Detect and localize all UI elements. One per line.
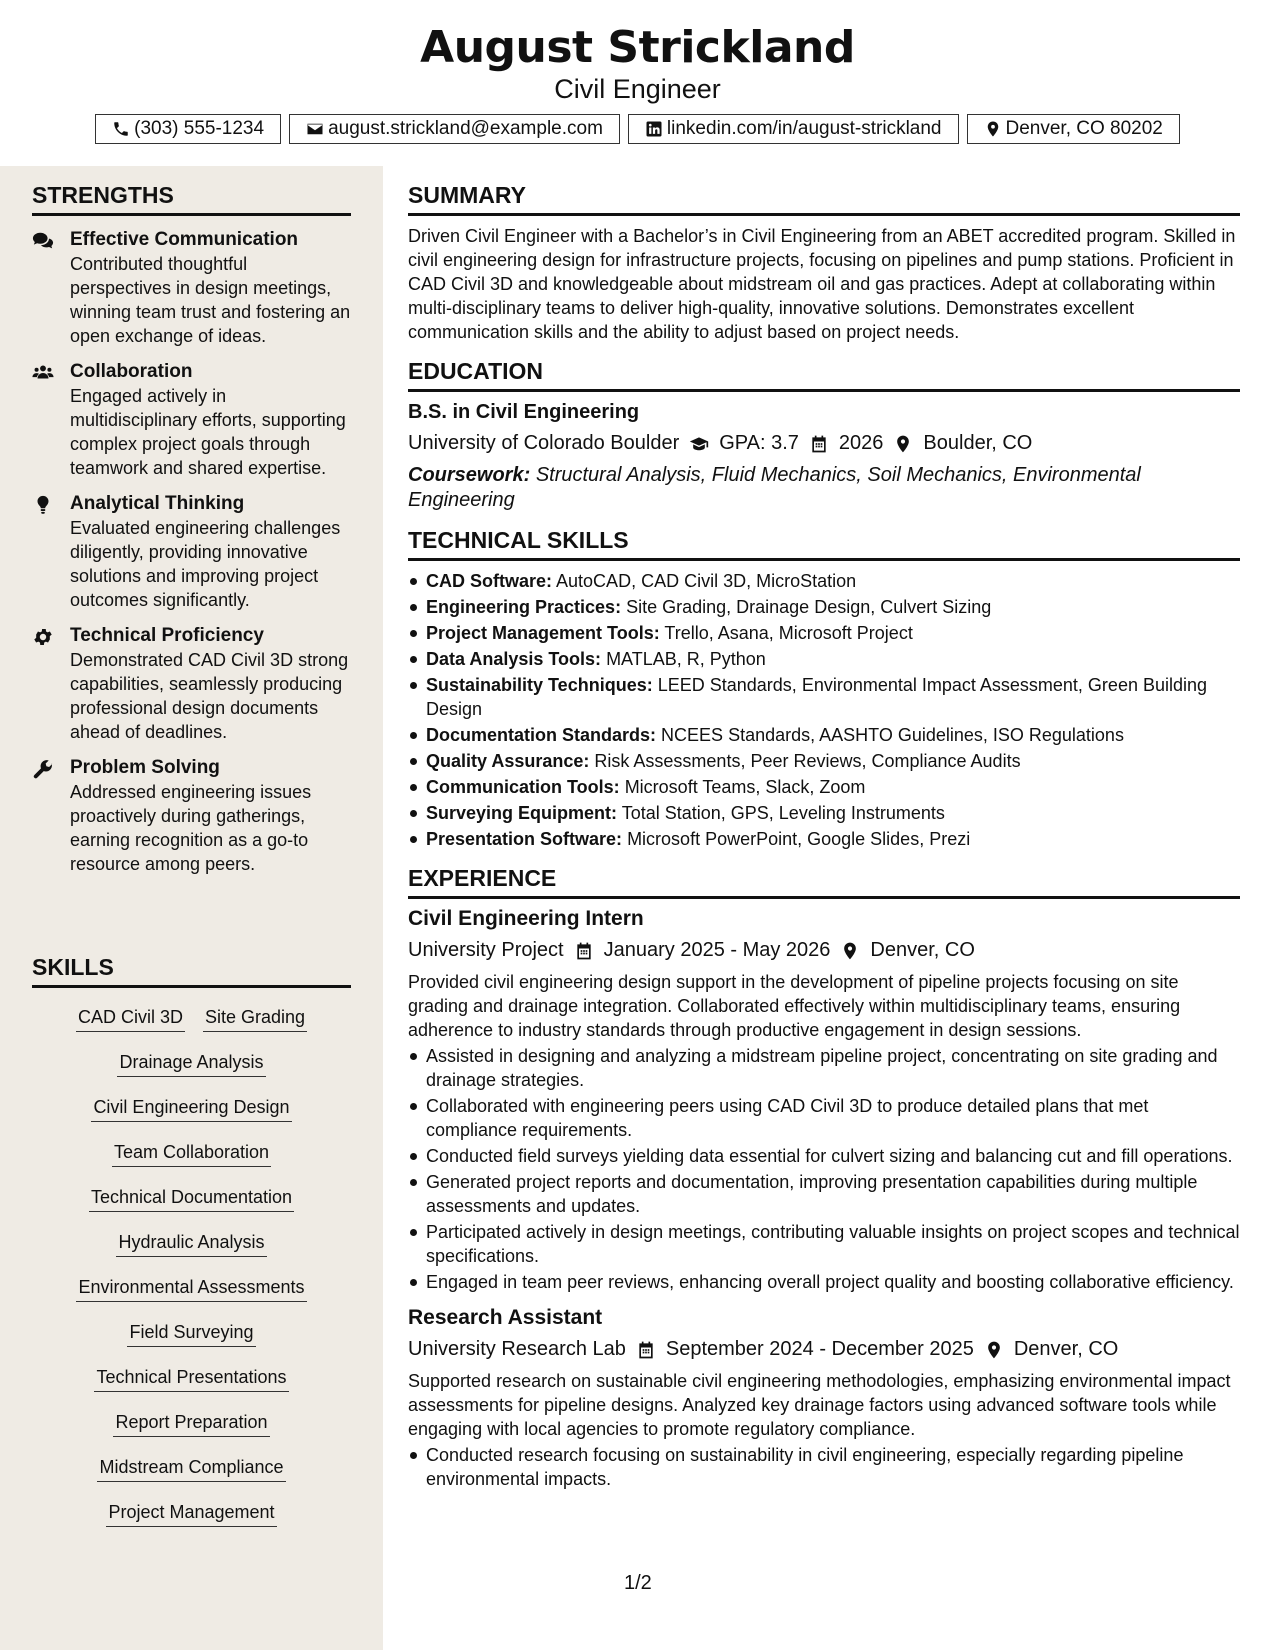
- strength-item: [32, 756, 351, 876]
- skill-values: Risk Assessments, Peer Reviews, Compliance Audits: [594, 751, 1021, 771]
- coursework-list: Structural Analysis, Fluid Mechanics, Soil Mechanics, Environmental Engineering: [408, 464, 1141, 511]
- calendar-icon: [574, 941, 594, 961]
- skill-tag: Project Management: [106, 1499, 276, 1527]
- skill-tag: Drainage Analysis: [117, 1049, 265, 1077]
- list-item: Assisted in designing and analyzing a midstream pipeline project, concentrating on site grading and drainage strategies.: [408, 1044, 1240, 1092]
- skill-tag: Team Collaboration: [112, 1139, 271, 1167]
- skill-tag: Technical Documentation: [89, 1184, 294, 1212]
- skill-tag: Technical Presentations: [94, 1364, 288, 1392]
- envelope-icon: [306, 120, 324, 138]
- main-column: [408, 166, 1240, 1493]
- contact-location: [967, 114, 1180, 144]
- technical-skills-list: [408, 569, 1240, 851]
- job-bullets: [408, 1443, 1240, 1491]
- strength-name: Technical Proficiency: [70, 625, 264, 646]
- job-summary: Supported research on sustainable civil engineering methodologies, emphasizing environmental impact assessments for pipeline designs. Analyzed key drainage factors using advanced software tools while engaging with local agencies to promote regulatory compliance.: [408, 1371, 1231, 1439]
- skill-values: MATLAB, R, Python: [606, 649, 766, 669]
- skill-values: LEED Standards, Environmental Impact Assessment, Green Building Design: [426, 675, 1208, 719]
- skill-values: Microsoft PowerPoint, Google Slides, Prezi: [627, 829, 971, 849]
- skill-tag-list: [32, 988, 351, 1544]
- linkedin-icon: [645, 120, 663, 138]
- job-summary: Provided civil engineering design support in the development of pipeline projects focusing on site grading and drainage integration. Collaborated effectively within multidisciplinary teams, ensuring adherence to industry standards through productive engagement in design sessions.: [408, 972, 1181, 1040]
- school-name: University of Colorado Boulder: [408, 432, 680, 454]
- skill-category: Presentation Software:: [426, 829, 623, 849]
- skill-values: AutoCAD, CAD Civil 3D, MicroStation: [556, 571, 857, 591]
- strengths-heading: STRENGTHS: [32, 182, 351, 216]
- technical-skills-section: [408, 527, 1240, 851]
- gpa: GPA: 3.7: [719, 432, 799, 454]
- strength-desc: Contributed thoughtful perspectives in design meetings, winning team trust and fostering an open exchange of ideas.: [70, 254, 351, 346]
- graduation-year: 2026: [838, 432, 884, 454]
- skill-category: Documentation Standards:: [426, 725, 657, 745]
- job-org: University Research Lab: [408, 1338, 626, 1360]
- map-marker-icon: [984, 120, 1002, 138]
- phone-text: (303) 555-1234: [134, 118, 265, 139]
- skill-category: Project Management Tools:: [426, 623, 660, 643]
- summary-text: Driven Civil Engineer with a Bachelor’s in Civil Engineering from an ABET accredited program. Skilled in civil engineering design for infrastructure projects, focusing on pipelines and pump stations. Proficient in CAD Civil 3D and knowledgeable about midstream oil and gas practices. Adept at collaborating within multi-disciplinary teams to deliver high-quality, innovative solutions. Demonstrates excellent communication skills and the ability to adjust based on project needs.: [408, 226, 1236, 342]
- skill-category: Data Analysis Tools:: [426, 649, 602, 669]
- strength-name: Collaboration: [70, 361, 193, 382]
- graduation-cap-icon: [689, 434, 709, 454]
- phone-icon: [112, 120, 130, 138]
- experience-heading: EXPERIENCE: [408, 865, 1240, 899]
- summary-heading: SUMMARY: [408, 182, 1240, 216]
- technical-skills-heading: TECHNICAL SKILLS: [408, 527, 1240, 561]
- skill-tag: Report Preparation: [113, 1409, 269, 1437]
- summary-section: [408, 182, 1240, 344]
- list-item: Conducted field surveys yielding data essential for culvert sizing and balancing cut and fill operations.: [408, 1144, 1240, 1168]
- list-item: [408, 673, 1240, 721]
- strength-item: [32, 360, 351, 480]
- skills-section: [32, 954, 351, 1544]
- job-meta: [408, 939, 1240, 962]
- gear-icon: [32, 626, 54, 648]
- list-item: [408, 569, 1240, 593]
- users-icon: [32, 362, 54, 384]
- sidebar: [0, 166, 383, 1650]
- strengths-section: [32, 182, 351, 876]
- map-marker-icon: [984, 1340, 1004, 1360]
- page-number: 1/2: [624, 1572, 652, 1594]
- strength-name: Analytical Thinking: [70, 493, 245, 514]
- map-marker-icon: [893, 434, 913, 454]
- list-item: Collaborated with engineering peers using CAD Civil 3D to produce detailed plans that met compliance requirements.: [408, 1094, 1240, 1142]
- list-item: [408, 621, 1240, 645]
- strength-desc: Evaluated engineering challenges diligently, providing innovative solutions and improving project outcomes significantly.: [70, 518, 341, 610]
- skill-tag: CAD Civil 3D: [76, 1004, 185, 1032]
- list-item: Participated actively in design meetings, contributing valuable insights on project scopes and technical specifications.: [408, 1220, 1240, 1268]
- coursework: [408, 463, 1240, 513]
- contact-phone[interactable]: [95, 114, 281, 144]
- coursework-label: Coursework:: [408, 464, 531, 486]
- skill-tag: Hydraulic Analysis: [116, 1229, 266, 1257]
- candidate-title: Civil Engineer: [554, 74, 721, 104]
- strength-item: [32, 228, 351, 348]
- list-item: [408, 775, 1240, 799]
- skill-values: Microsoft Teams, Slack, Zoom: [624, 777, 866, 797]
- skill-tag: Midstream Compliance: [97, 1454, 285, 1482]
- wrench-icon: [32, 758, 54, 780]
- job-entry: [408, 1306, 1240, 1491]
- skill-tag: Field Surveying: [127, 1319, 255, 1347]
- list-item: Conducted research focusing on sustainability in civil engineering, especially regarding pipeline environmental impacts.: [408, 1443, 1240, 1491]
- education-section: [408, 358, 1240, 513]
- skill-category: Sustainability Techniques:: [426, 675, 653, 695]
- skill-values: Trello, Asana, Microsoft Project: [664, 623, 913, 643]
- strength-item: [32, 624, 351, 744]
- skill-category: Quality Assurance:: [426, 751, 590, 771]
- map-marker-icon: [840, 941, 860, 961]
- lightbulb-icon: [32, 494, 54, 516]
- education-meta: [408, 432, 1240, 455]
- list-item: [408, 801, 1240, 825]
- email-text: august.strickland@example.com: [328, 118, 603, 139]
- job-dates: January 2025 - May 2026: [603, 939, 831, 961]
- experience-section: [408, 865, 1240, 1491]
- contact-email[interactable]: [289, 114, 620, 144]
- school-location: Boulder, CO: [923, 432, 1033, 454]
- list-item: Generated project reports and documentation, improving presentation capabilities during multiple assessments and updates.: [408, 1170, 1240, 1218]
- skills-heading: SKILLS: [32, 954, 351, 988]
- calendar-icon: [636, 1340, 656, 1360]
- strength-desc: Addressed engineering issues proactively during gatherings, earning recognition as a go-to resource among peers.: [70, 782, 312, 874]
- list-item: [408, 827, 1240, 851]
- resume-header: [0, 0, 1275, 166]
- strength-desc: Engaged actively in multidisciplinary efforts, supporting complex project goals through teamwork and shared expertise.: [70, 386, 346, 478]
- list-item: [408, 595, 1240, 619]
- location-text: Denver, CO 80202: [1005, 118, 1163, 139]
- job-bullets: [408, 1044, 1240, 1294]
- job-location: Denver, CO: [1013, 1338, 1119, 1360]
- list-item: Engaged in team peer reviews, enhancing overall project quality and boosting collaborative efficiency.: [408, 1270, 1240, 1294]
- skill-tag: Civil Engineering Design: [91, 1094, 291, 1122]
- job-location: Denver, CO: [870, 939, 975, 961]
- skill-values: Total Station, GPS, Leveling Instruments: [621, 803, 945, 823]
- skill-tag: Environmental Assessments: [76, 1274, 306, 1302]
- skill-values: NCEES Standards, AASHTO Guidelines, ISO Regulations: [661, 725, 1124, 745]
- strength-desc: Demonstrated CAD Civil 3D strong capabilities, seamlessly producing professional design documents ahead of deadlines.: [70, 650, 349, 742]
- job-meta: [408, 1338, 1240, 1361]
- contact-bar: [0, 114, 1275, 144]
- candidate-name: August Strickland: [420, 22, 855, 73]
- job-role: Civil Engineering Intern: [408, 907, 644, 930]
- calendar-icon: [809, 434, 829, 454]
- list-item: [408, 647, 1240, 671]
- strength-name: Effective Communication: [70, 229, 299, 250]
- contact-linkedin[interactable]: [628, 114, 959, 144]
- list-item: [408, 749, 1240, 773]
- skill-values: Site Grading, Drainage Design, Culvert Sizing: [626, 597, 992, 617]
- job-org: University Project: [408, 939, 564, 961]
- skill-tag: Site Grading: [203, 1004, 307, 1032]
- list-item: [408, 723, 1240, 747]
- linkedin-text: linkedin.com/in/august-strickland: [666, 118, 942, 139]
- job-role: Research Assistant: [408, 1306, 603, 1329]
- skill-category: Surveying Equipment:: [426, 803, 618, 823]
- degree: B.S. in Civil Engineering: [408, 401, 640, 423]
- job-dates: September 2024 - December 2025: [665, 1338, 974, 1360]
- skill-category: Communication Tools:: [426, 777, 620, 797]
- skill-category: Engineering Practices:: [426, 597, 622, 617]
- strength-name: Problem Solving: [70, 757, 220, 778]
- strength-item: [32, 492, 351, 612]
- skill-category: CAD Software:: [426, 571, 553, 591]
- comments-icon: [32, 230, 54, 252]
- job-entry: [408, 907, 1240, 1294]
- education-heading: EDUCATION: [408, 358, 1240, 392]
